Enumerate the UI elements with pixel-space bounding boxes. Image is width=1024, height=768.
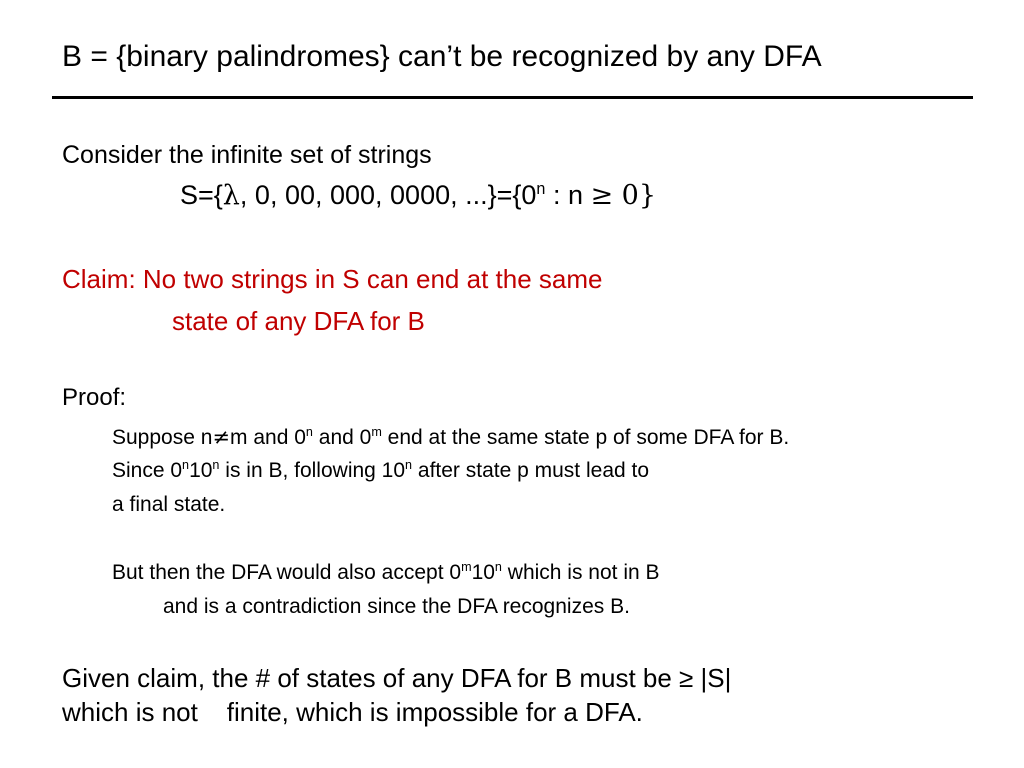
superscript: n — [182, 458, 190, 472]
title-divider — [52, 96, 973, 99]
claim-line-2: state of any DFA for B — [172, 306, 425, 336]
proof-line-1 — [112, 425, 789, 450]
superscript: m — [461, 560, 472, 574]
superscript: n — [405, 458, 413, 472]
superscript: n — [305, 425, 313, 439]
text: 10 — [471, 561, 495, 584]
text: is in B, following 10 — [219, 459, 406, 482]
intro-text: Consider the infinite set of strings — [62, 141, 432, 169]
conclusion-line-2: which is not finite, which is impossible for a DFA. — [62, 697, 643, 727]
set-list: , 0, 00, 000, 0000, ...}={0 — [239, 180, 537, 210]
text: after state p must lead to — [412, 459, 650, 482]
conclusion-line-1: Given claim, the # of states of any DFA for B must be ≥ |S| — [62, 663, 732, 693]
claim-line-1: Claim: No two strings in S can end at the same — [62, 264, 603, 294]
set-condition: : n — [545, 180, 591, 210]
neq-symbol: ≠ — [212, 425, 231, 449]
slide-title: B = {binary palindromes} can’t be recognized by any DFA — [62, 40, 822, 73]
lambda-symbol: λ — [222, 180, 240, 211]
superscript: n — [494, 560, 502, 574]
text: which is not in B — [501, 561, 660, 584]
text: and 0 — [312, 426, 372, 449]
proof-line-2 — [112, 459, 649, 483]
set-definition — [180, 180, 656, 211]
text: end at the same state p of some DFA for B. — [381, 426, 790, 449]
text: Suppose n — [112, 426, 213, 449]
set-prefix: S={ — [180, 180, 223, 210]
superscript: m — [371, 425, 382, 439]
proof-heading: Proof: — [62, 384, 127, 411]
text: Since 0 — [112, 459, 183, 482]
superscript: n — [212, 458, 220, 472]
proof-line-3: a final state. — [112, 493, 226, 516]
set-zero: 0} — [613, 180, 657, 211]
proof-line-5: and is a contradiction since the DFA recognizes B. — [163, 595, 630, 618]
proof-line-4 — [112, 561, 660, 585]
superscript-n: n — [536, 180, 546, 198]
text: 10 — [189, 459, 213, 482]
text: m and 0 — [230, 426, 306, 449]
geq-symbol: ≥ — [590, 180, 614, 211]
text: But then the DFA would also accept 0 — [112, 561, 462, 584]
